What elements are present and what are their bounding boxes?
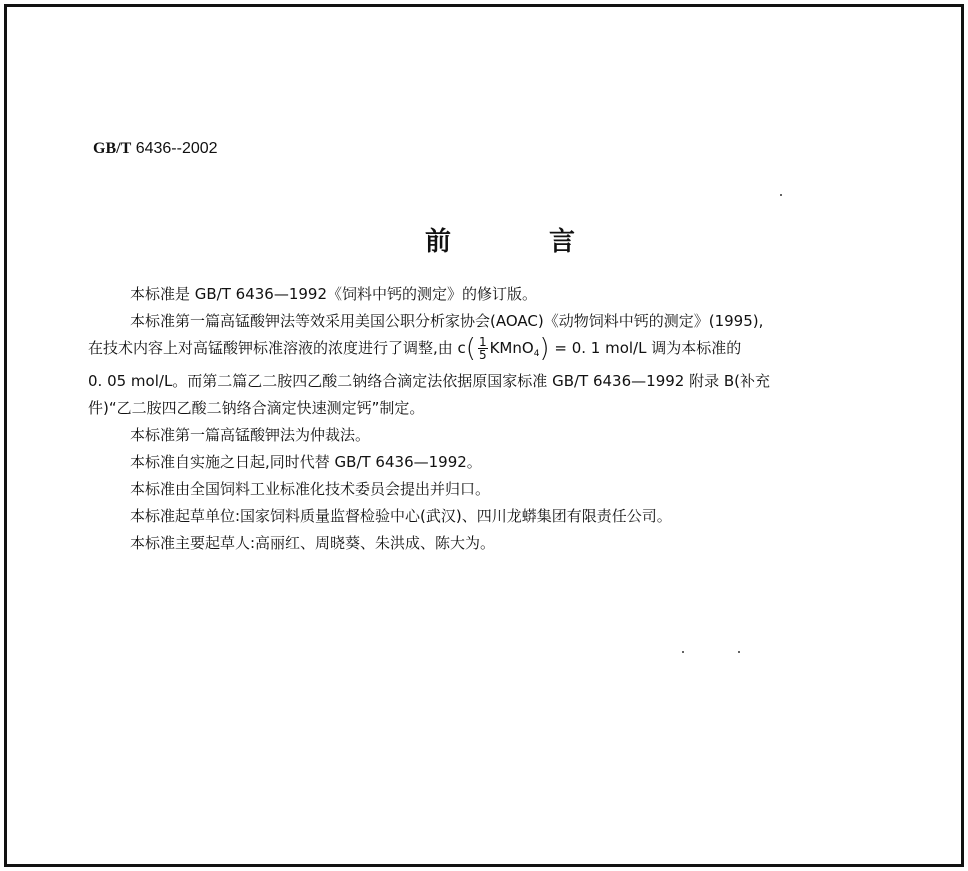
formula-fraction <box>478 336 488 361</box>
paragraph-2-line-2-tail: = 0. 1 mol/L 调为本标准的 <box>554 339 742 357</box>
formula-open-paren: ( <box>465 333 476 364</box>
formula-close-paren: ) <box>539 333 550 364</box>
paragraph-2-line-3: 0. 05 mol/L。而第二篇乙二胺四乙酸二钠络合滴定法依据原国家标准 GB/T 6436—1992 附录 B(补充 <box>88 372 770 390</box>
scan-speck <box>682 651 684 653</box>
paragraph-2-line-2 <box>88 335 920 368</box>
paragraph-4: 本标准自实施之日起,同时代替 GB/T 6436—1992。 <box>130 453 482 471</box>
foreword-body <box>88 281 920 557</box>
paragraph-2-line-1: 本标准第一篇高锰酸钾法等效采用美国公职分析家协会(AOAC)《动物饲料中钙的测定》(1995), <box>130 312 764 330</box>
title-char-2: 言 <box>548 227 575 257</box>
standard-code <box>93 140 218 158</box>
scan-speck <box>780 194 782 196</box>
standard-code-prefix: GB/T <box>93 140 132 157</box>
paragraph-5: 本标准由全国饲料工业标准化技术委员会提出并归口。 <box>130 480 491 498</box>
paragraph-3: 本标准第一篇高锰酸钾法为仲裁法。 <box>130 426 371 444</box>
paragraph-6: 本标准起草单位:国家饲料质量监督检验中心(武汉)、四川龙蟒集团有限责任公司。 <box>130 507 672 525</box>
paragraph-7: 本标准主要起草人:高丽红、周晓葵、朱洪成、陈大为。 <box>130 534 496 552</box>
page-title <box>425 221 575 258</box>
paragraph-2-line-4: 件)“乙二胺四乙酸二钠络合滴定快速测定钙”制定。 <box>88 399 425 417</box>
fraction-numerator: 1 <box>478 335 487 349</box>
standard-code-number: 6436--2002 <box>135 140 218 157</box>
formula-subscript: 4 <box>533 349 540 359</box>
paragraph-1: 本标准是 GB/T 6436—1992《饲料中钙的测定》的修订版。 <box>130 285 538 303</box>
fraction-denominator: 5 <box>478 348 487 362</box>
title-char-1: 前 <box>425 227 452 257</box>
paragraph-2-line-2-text: 在技术内容上对高锰酸钾标准溶液的浓度进行了调整,由 c <box>88 339 466 357</box>
scan-speck <box>738 651 740 653</box>
formula-compound: KMnO <box>489 339 534 357</box>
